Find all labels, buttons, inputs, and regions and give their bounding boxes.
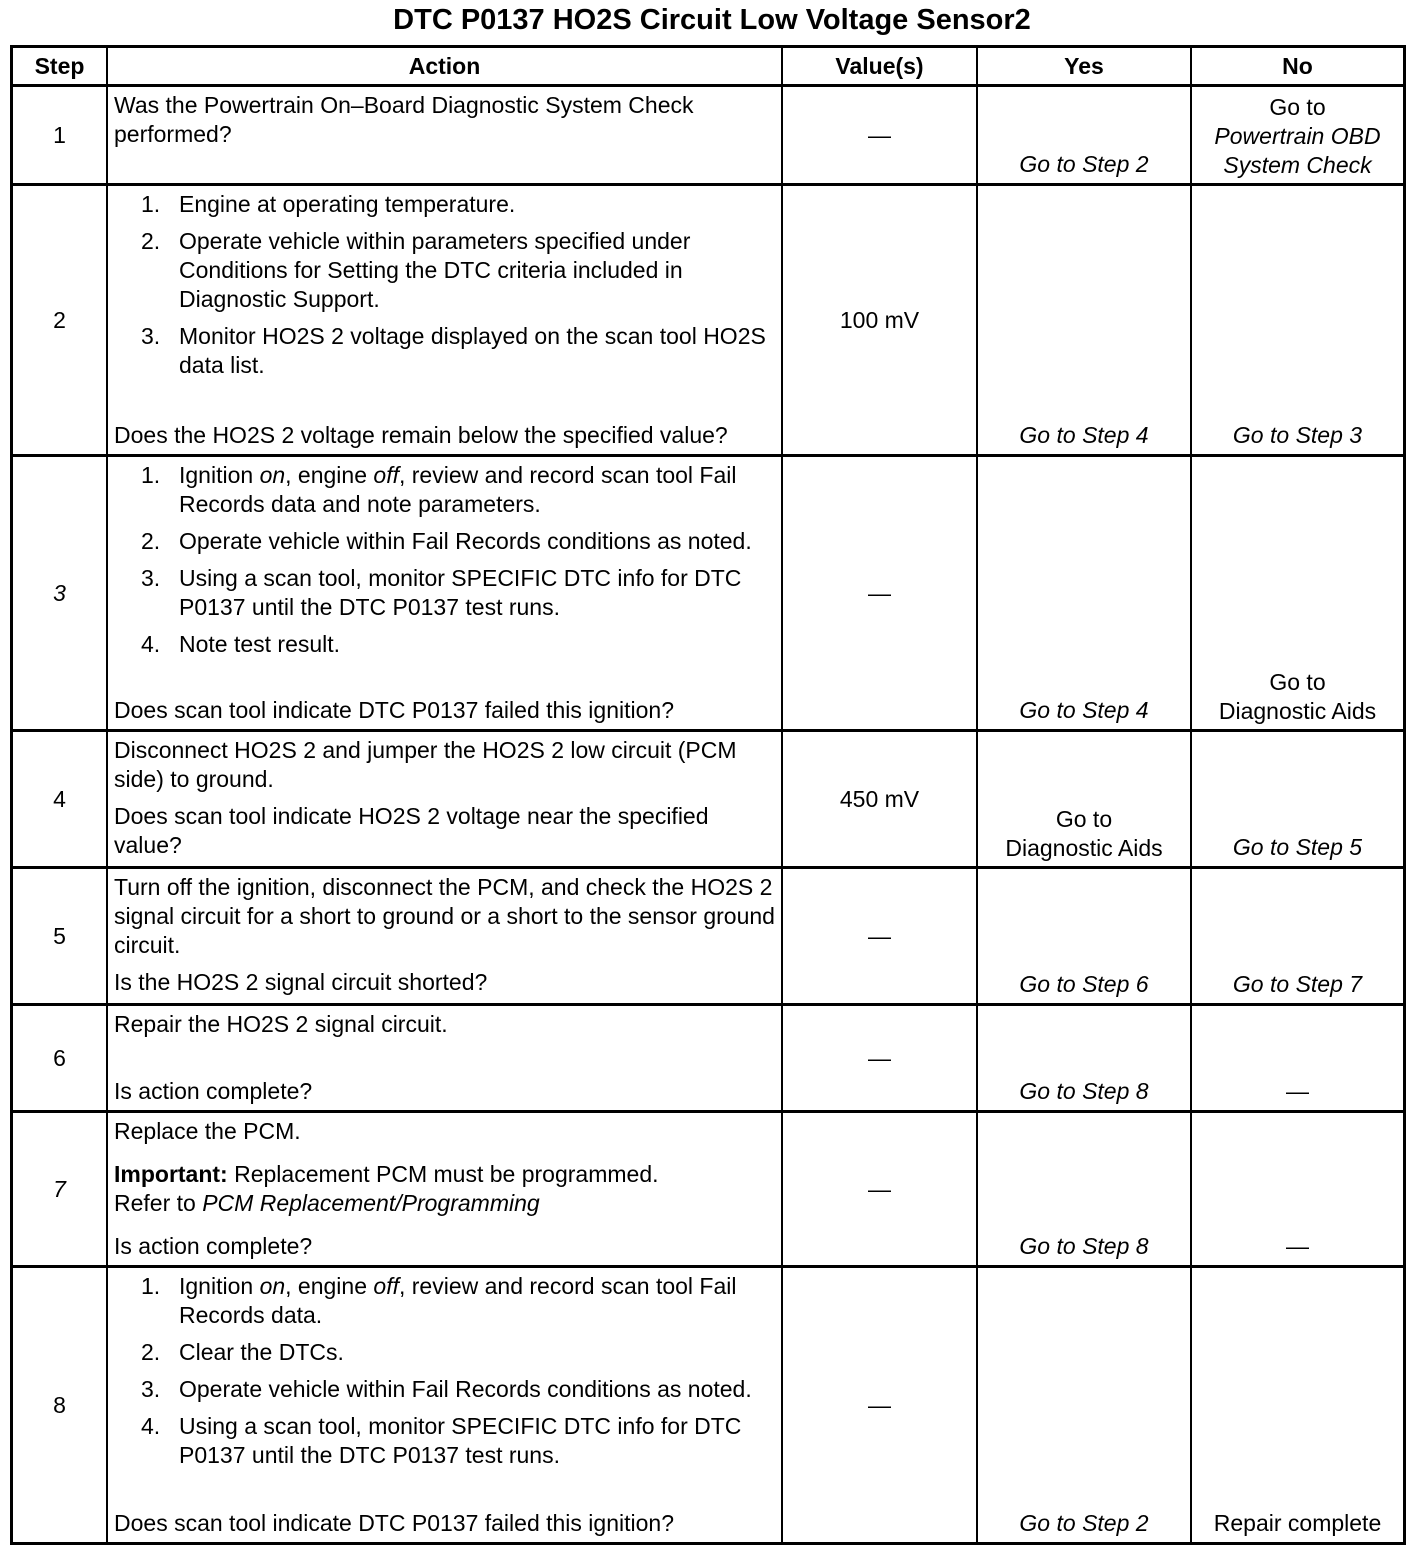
action-cell <box>108 869 781 1003</box>
value-cell: 450 mV <box>839 785 920 812</box>
action-text: Replace the PCM. <box>114 1118 301 1144</box>
no-target: Powertrain OBD System Check <box>1214 123 1381 178</box>
list-item: 3. Operate vehicle within Fail Records conditions as noted. <box>141 1376 752 1402</box>
list-item: 3. Monitor HO2S 2 voltage displayed on the scan tool HO2S data list. <box>141 323 766 378</box>
header-no: No <box>1282 52 1313 79</box>
value-cell: — <box>868 579 891 606</box>
action-steps <box>114 1272 775 1470</box>
action-cell <box>108 186 781 454</box>
yes-link[interactable]: Go to Step 2 <box>1019 1510 1149 1536</box>
no-target: Diagnostic Aids <box>1218 698 1377 724</box>
value-cell: — <box>868 1044 891 1071</box>
yes-link[interactable]: Go to Step 4 <box>1019 422 1149 448</box>
step-number: 4 <box>53 785 66 812</box>
action-question: Is the HO2S 2 signal circuit shorted? <box>114 969 488 995</box>
step-number: 2 <box>53 306 66 333</box>
action-question: Does scan tool indicate DTC P0137 failed this ignition? <box>114 1510 674 1536</box>
header-yes: Yes <box>1064 52 1104 79</box>
action-cell <box>108 1268 781 1542</box>
list-item: 4. Using a scan tool, monitor SPECIFIC DTC info for DTC P0137 until the DTC P0137 test runs. <box>141 1413 742 1468</box>
no-link[interactable]: Go to Step 3 <box>1232 422 1363 448</box>
action-steps <box>114 461 775 659</box>
important-note: Important: Replacement PCM must be programmed. Refer to PCM Replacement/Programming <box>114 1161 659 1216</box>
action-cell <box>108 1113 781 1265</box>
action-question: Is action complete? <box>114 1078 313 1104</box>
action-text: Repair the HO2S 2 signal circuit. <box>114 1011 448 1037</box>
action-steps <box>114 190 775 388</box>
action-question: Does the HO2S 2 voltage remain below the specified value? <box>114 422 728 448</box>
no-value: — <box>1286 1078 1309 1104</box>
step-number: 3 <box>53 579 66 606</box>
list-item: 2. Clear the DTCs. <box>141 1339 344 1365</box>
value-cell: 100 mV <box>839 306 920 333</box>
no-link[interactable] <box>1192 87 1403 183</box>
value-cell: — <box>868 121 891 148</box>
pcm-replacement-link[interactable]: PCM Replacement/Programming <box>202 1190 540 1216</box>
no-text: Go to <box>1269 94 1326 120</box>
value-cell: — <box>868 1391 891 1418</box>
value-cell: — <box>868 1175 891 1202</box>
yes-link[interactable]: Go to Step 8 <box>1019 1233 1149 1259</box>
list-item: 2. Operate vehicle within Fail Records conditions as noted. <box>141 528 752 554</box>
table-border-right <box>1403 45 1406 1545</box>
list-item: 4. Note test result. <box>141 631 341 657</box>
yes-link[interactable]: Go to Step 4 <box>1019 697 1149 723</box>
action-question: Does scan tool indicate DTC P0137 failed this ignition? <box>114 697 674 723</box>
header-action: Action <box>408 52 481 79</box>
value-cell: — <box>868 922 891 949</box>
action-cell <box>108 732 781 866</box>
no-value: Repair complete <box>1213 1510 1382 1536</box>
action-cell <box>108 1006 781 1110</box>
yes-text: Go to <box>1055 806 1113 832</box>
list-item: 2. Operate vehicle within parameters specified under Conditions for Setting the DTC criteria included in Diagnostic Support. <box>141 228 691 312</box>
list-item: 3. Using a scan tool, monitor SPECIFIC DTC info for DTC P0137 until the DTC P0137 test runs. <box>141 565 742 620</box>
step-number: 1 <box>53 121 66 148</box>
table-border-bottom <box>10 1542 1406 1545</box>
header-values: Value(s) <box>835 52 924 79</box>
page-title: DTC P0137 HO2S Circuit Low Voltage Sensor2 <box>393 4 1031 36</box>
no-link[interactable]: Go to Step 7 <box>1232 971 1363 997</box>
action-question: Is action complete? <box>114 1233 313 1259</box>
action-text: Turn off the ignition, disconnect the PCM, and check the HO2S 2 signal circuit for a short to ground or a short to the sensor ground circuit. <box>114 874 775 958</box>
action-text: Disconnect HO2S 2 and jumper the HO2S 2 low circuit (PCM side) to ground. <box>114 737 737 792</box>
action-cell <box>108 87 781 183</box>
list-item: 1. Ignition on, engine off, review and record scan tool Fail Records data and note parameters. <box>141 462 737 517</box>
step-number: 5 <box>53 922 66 949</box>
yes-target: Diagnostic Aids <box>1005 835 1163 861</box>
no-link[interactable] <box>1192 457 1403 729</box>
action-question: Does scan tool indicate HO2S 2 voltage near the specified value? <box>114 803 709 858</box>
no-text: Go to <box>1269 669 1326 695</box>
list-item: 1. Engine at operating temperature. <box>141 191 516 217</box>
list-item: 1. Ignition on, engine off, review and record scan tool Fail Records data. <box>141 1273 737 1328</box>
action-cell <box>108 457 781 729</box>
no-value: — <box>1286 1233 1309 1259</box>
header-step: Step <box>34 52 85 79</box>
step-number: 6 <box>53 1044 66 1071</box>
no-link[interactable]: Go to Step 5 <box>1232 834 1363 860</box>
yes-link[interactable]: Go to Step 6 <box>1019 971 1149 997</box>
step-number: 8 <box>53 1391 66 1418</box>
step-number: 7 <box>53 1175 66 1202</box>
yes-link[interactable]: Go to Step 8 <box>1019 1078 1149 1104</box>
yes-link[interactable]: Go to Step 2 <box>1019 151 1149 177</box>
action-question: Was the Powertrain On–Board Diagnostic System Check performed? <box>114 92 694 147</box>
yes-link[interactable] <box>978 732 1190 866</box>
